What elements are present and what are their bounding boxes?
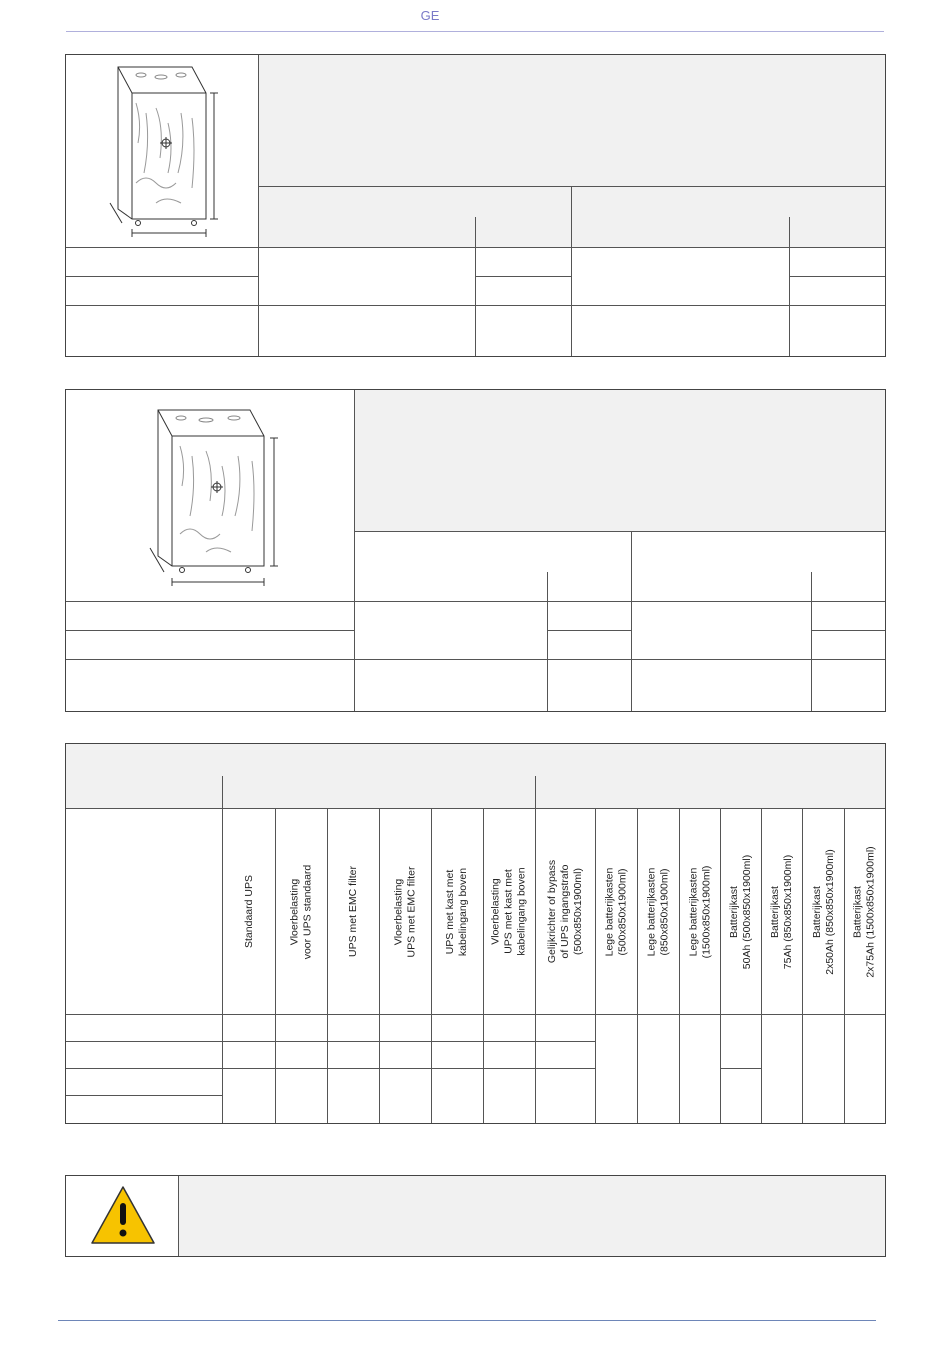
col-header: Gelijkrichter of bypass of UPS ingangstrafo (500x850x1900ml) (546, 859, 585, 964)
warning-box (65, 1175, 886, 1257)
col-header: Vloerbelasting voor UPS standaard (288, 864, 314, 959)
ups-cabinet-icon (146, 406, 346, 592)
col-header: UPS met EMC filter (347, 865, 360, 958)
weights-table (65, 743, 886, 1124)
col-header: Standaard UPS (242, 875, 255, 948)
ups-cabinet-icon (106, 63, 256, 243)
header-divider (66, 31, 884, 32)
dimension-table-2 (65, 389, 886, 712)
col-header: Batterijkast 2x50Ah (850x850x1900ml) (810, 848, 836, 975)
table-2-header-area (355, 390, 885, 532)
col-header: UPS met kast met kabelingang boven (444, 867, 470, 956)
cabinet-illustration-1 (106, 63, 256, 243)
ge-logo: GE (420, 8, 440, 23)
dimension-table-1 (65, 54, 886, 357)
col-header: Vloerbelasting UPS met kast met kabelingang boven (490, 867, 529, 956)
col-header: Batterijkast 75Ah (850x850x1900ml) (769, 854, 795, 969)
col-header: Lege batterijkasten (1500x850x1900ml) (687, 865, 712, 958)
col-header: Lege batterijkasten (850x850x1900ml) (645, 867, 671, 956)
weights-table-header (66, 744, 885, 809)
col-header: Lege batterijkasten (500x850x1900ml) (603, 867, 629, 956)
col-header: Vloerbelasting UPS met EMC filter (392, 865, 418, 958)
warning-triangle-icon (90, 1185, 156, 1245)
col-header: Batterijkast 50Ah (500x850x1900ml) (728, 854, 754, 969)
cabinet-illustration-2 (146, 406, 346, 592)
warning-text-area (179, 1176, 885, 1256)
footer-divider (58, 1320, 876, 1321)
col-header: Batterijkast 2x75Ah (1500x850x1900ml) (852, 845, 877, 978)
table-1-header-area (259, 55, 885, 248)
